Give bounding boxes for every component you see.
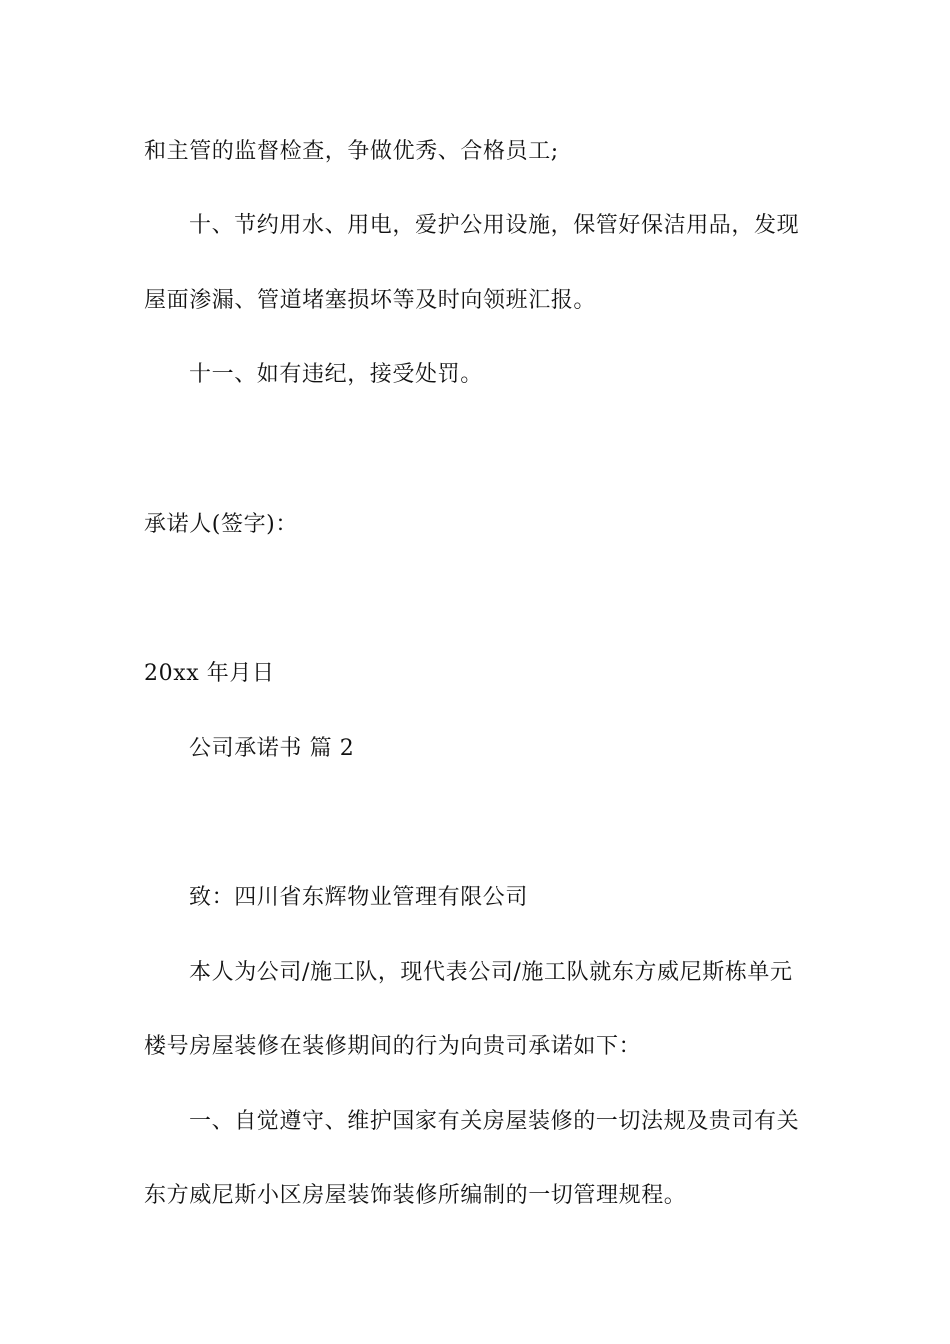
clause-eleven: 十一、如有违纪，接受处罚。 bbox=[189, 362, 483, 387]
date-line: 20xx 年月日 bbox=[144, 661, 275, 686]
clause-ten-continued: 屋面渗漏、管道堵塞损坏等及时向领班汇报。 bbox=[144, 288, 597, 313]
intro-paragraph: 本人为公司/施工队，现代表公司/施工队就东方威尼斯栋单元 bbox=[189, 960, 793, 985]
intro-paragraph-continued: 楼号房屋装修在装修期间的行为向贵司承诺如下： bbox=[144, 1034, 642, 1059]
signature-label: 承诺人(签字)： bbox=[144, 512, 298, 537]
text-line-continuation: 和主管的监督检查，争做优秀、合格员工; bbox=[144, 139, 559, 164]
clause-one-continued: 东方威尼斯小区房屋装饰装修所编制的一切管理规程。 bbox=[144, 1183, 687, 1208]
clause-ten: 十、节约用水、用电，爱护公用设施，保管好保洁用品，发现 bbox=[189, 213, 800, 238]
addressee-line: 致：四川省东辉物业管理有限公司 bbox=[189, 885, 529, 910]
clause-one: 一、自觉遵守、维护国家有关房屋装修的一切法规及贵司有关 bbox=[189, 1109, 800, 1134]
section-title: 公司承诺书 篇 2 bbox=[189, 736, 355, 761]
